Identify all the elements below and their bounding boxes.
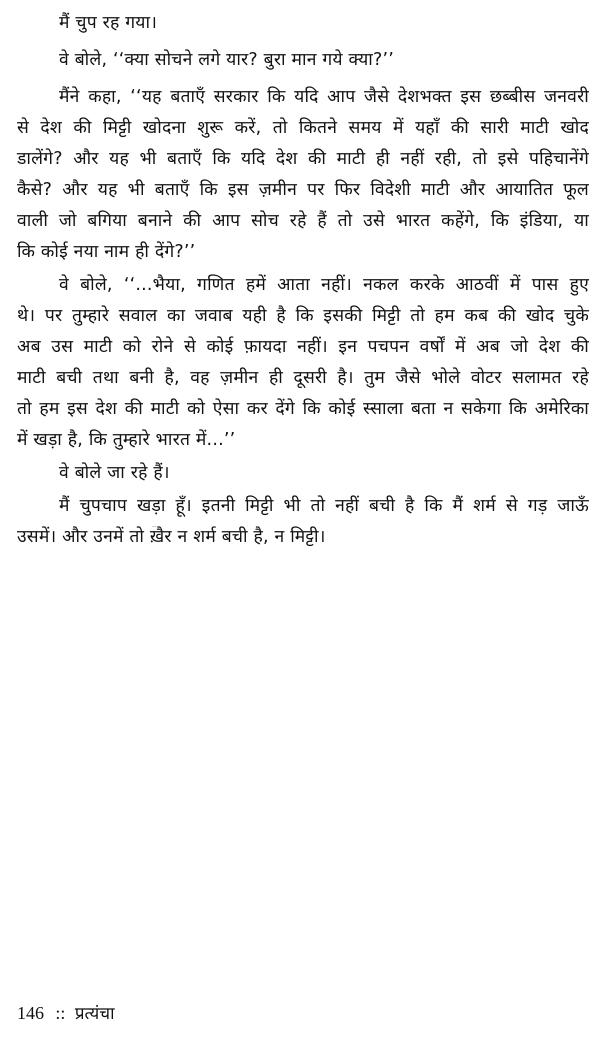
print-speck [152, 526, 156, 527]
paragraph-line: अब उस माटी को रोने से कोई फ़ायदा नहीं। इन पचपन वर्षों में अब जो देश की [17, 337, 589, 357]
paragraph-line: में खड़ा है, कि तुम्हारे भारत में...’’ [17, 430, 236, 450]
paragraph-line: माटी बची तथा बनी है, वह ज़मीन ही दूसरी है। तुम जैसे भोले वोटर सलामत रहे [17, 368, 589, 388]
paragraph-line: वे बोले, ‘‘...भैया, गणित हमें आता नहीं। नकल करके आठवीं में पास हुए [59, 275, 589, 295]
paragraph-line: से देश की मिट्टी खोदना शुरू करें, तो कितने समय में यहाँ की सारी माटी खोद [17, 118, 589, 138]
paragraph-line: उसमें। और उनमें तो ख़ैर न शर्म बची है, न मिट्टी। [17, 527, 326, 547]
paragraph-line: वे बोले जा रहे हैं। [59, 463, 170, 483]
paragraph-line: थे। पर तुम्हारे सवाल का जवाब यही है कि इसकी मिट्टी तो हम कब की खोद चुके [17, 306, 589, 326]
paragraph-line: मैं चुपचाप खड़ा हूँ। इतनी मिट्टी भी तो नहीं बची है कि मैं शर्म से गड़ जाऊँ [59, 496, 589, 516]
paragraph-line: तो हम इस देश की माटी को ऐसा कर देंगे कि कोई स्साला बता न सकेगा कि अमेरिका [17, 399, 589, 419]
page-footer [17, 999, 115, 1027]
footer-separator: :: [55, 1003, 66, 1023]
paragraph-line: वे बोले, ‘‘क्या सोचने लगे यार? बुरा मान गये क्या?’’ [59, 50, 395, 70]
paragraph-line: मैं चुप रह गया। [59, 13, 158, 33]
paragraph-line: मैंने कहा, ‘‘यह बताएँ सरकार कि यदि आप जैसे देशभक्त इस छब्बीस जनवरी [59, 87, 589, 107]
page-number: 146 [17, 1003, 44, 1023]
paragraph-line: डालेंगे? और यह भी बताएँ कि यदि देश की माटी ही नहीं रही, तो इसे पहिचानेंगे [17, 149, 589, 169]
paragraph-line: कि कोई नया नाम ही देंगे?’’ [17, 242, 196, 262]
paragraph-line: कैसे? और यह भी बताएँ कि इस ज़मीन पर फिर विदेशी माटी और आयातित फूल [17, 180, 589, 200]
book-title: प्रत्यंचा [74, 1004, 115, 1024]
paragraph-line: वाली जो बगिया बनाने की आप सोच रहे हैं तो उसे भारत कहेंगे, कि इंडिया, या [17, 211, 589, 231]
